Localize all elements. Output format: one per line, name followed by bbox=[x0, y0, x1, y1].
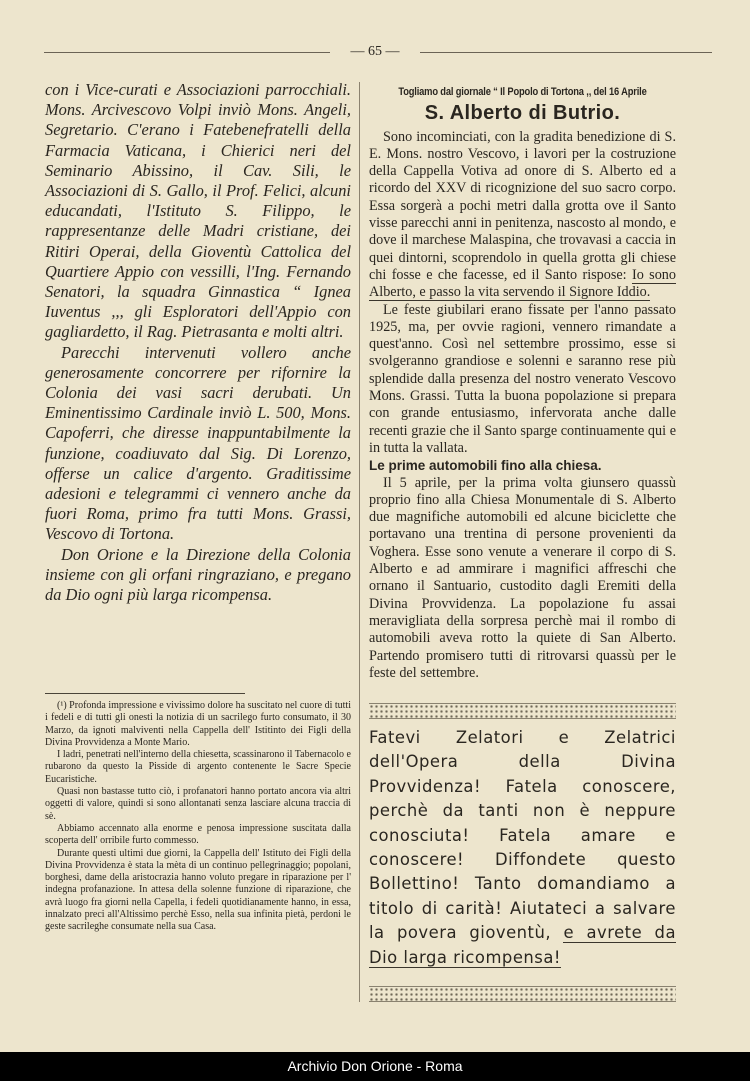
left-paragraph-3: Don Orione e la Direzione della Colonia insieme con gli orfani ringraziano, e pregano da Dio ogni più larga ricompensa. bbox=[45, 544, 351, 605]
footnote-rule bbox=[45, 693, 245, 694]
footnote-paragraph-2: I ladri, penetrati nell'interno della chiesetta, scassinarono il Tabernacolo e rubarono da questo la Pisside di argento contenente le Sacre Specie Eucaristiche. bbox=[45, 749, 351, 785]
footnote-paragraph-4: Abbiamo accennato alla enorme e penosa impressione suscitata dalla scoperta dell' orribile furto commesso. bbox=[45, 822, 351, 847]
left-paragraph-1: con i Vice-curati e Associazioni parrocchiali. Mons. Arcivescovo Volpi inviò Mons. Angeli, Segretario. C'erano i Fatebenefratelli della Farmacia Vaticana, i Chierici neri del Seminario Abissino, il Cav. Sili, le Associazioni di S. Gallo, il Prof. Felici, alcuni educandati, l'Istituto S. Filippo, le rappresentanze delle Madri cristiane, dei Ritiri Operai, della Gioventù Cattolica del Quartiere Appio con vessilli, l'Ing. Fernando Senatori, la squadra Ginnastica “ Ignea Iuventus ,,, gli Esploratori dell'Appio con gagliardetto, il Rag. Pietrasanta e molti altri. bbox=[45, 80, 351, 342]
footnote-paragraph-3: Quasi non bastasse tutto ciò, i profanatori hanno portato ancora via altri oggetti di valore, quindi si sono allontanati senza lasciare alcuna traccia di sè. bbox=[45, 786, 351, 822]
article-paragraph-2: Le feste giubilari erano fissate per l'anno passato 1925, ma, per ovvie ragioni, vennero rimandate a quest'anno. Così nel settembre prossimo, esse si svolgeranno grandiose e solenni e saranno rese più splendide dalla presenza del nostro venerato Vescovo Mons. Grassi. Tutta la buona popolazione si prepara con grande entusiasmo, infervorata anche dalle recenti grazie che il Santo sparge continuamente qui e in tutta la vallata. bbox=[369, 301, 676, 456]
article-paragraph-3: Il 5 aprile, per la prima volta giunsero quassù proprio fino alla Chiesa Monumentale di S. Alberto due magnifiche automobili ed alcune biciclette che portavano una trentina di persone provenienti da Voghera. Esse sono venute a venerare il corpo di S. Alberto e ad ammirare i magnifici affreschi che ornano il Santuario, custodito dagli Eremiti della Divina Provvidenza. La popolazione fu assai meravigliata della sorpresa perchè mai il rombo di automobili aveva rotto la quiete di San Alberto. Partendo promisero tutti di ritrovarsi quassù per le feste del settembre. bbox=[369, 474, 676, 681]
footnote bbox=[45, 700, 351, 934]
underlined-quote: Io sono Alberto, e passo la vita servendo il Signore Iddio. bbox=[369, 266, 676, 301]
article-subheading: Le prime automobili fino alla chiesa. bbox=[369, 458, 602, 474]
article-title: S. Alberto di Butrio. bbox=[424, 102, 621, 125]
article-paragraph-1: Sono incominciati, con la gradita benedizione di S. E. Mons. nostro Vescovo, i lavori per la costruzione della Cappella Votiva ad onore di S. Alberto ed a ricordo del XXV di ricognizione del suo sacro corpo. Essa sorgerà a pochi metri dalla grotta ove il Santo visse parecchi anni in penitenza, nascosto al mondo, e dove il marchese Malaspina, che trovavasi a caccia in quei dintorni, scoprendolo in quella grotta gli chiese chi fosse e che facesse, ed il Santo rispose: Io sono Alberto, e passo la vita servendo il Signore Iddio. bbox=[369, 128, 676, 301]
article-source: Togliamo dal giornale “ Il Popolo di Tortona ,, del 16 Aprile bbox=[398, 86, 647, 98]
page-number: — 65 — bbox=[350, 44, 400, 59]
left-paragraph-2: Parecchi intervenuti vollero anche generosamente concorrere per rifornire la Colonia dei vasi sacri derubati. Un Eminentissimo Cardinale inviò L. 500, Mons. Capoferri, che diresse inappuntabilmente la funzione, coadiuvato dal Sig. Di Lorenzo, offerse un calice d'argento. Graditissime adesioni e telegrammi ci vennero anche da fuori Roma, primo fra tutti Mons. Grassi, Vescovo di Tortona. bbox=[45, 342, 351, 544]
footnote-paragraph-1: (¹) Profonda impressione e vivissimo dolore ha suscitato nel cuore di tutti i fedeli e di tutti gli onesti la notizia di un sacrilego furto consumato, il 30 Marzo, da ignoti malviventi nella Cappella dell' Istitinto dei Figli della Divina Provvidenza a Monte Mario. bbox=[45, 700, 351, 748]
archive-watermark-bar: Archivio Don Orione - Roma bbox=[0, 1052, 750, 1081]
column-divider bbox=[359, 82, 360, 1002]
promo-underlined: e avrete da Dio larga ricompensa! bbox=[369, 923, 677, 967]
right-column bbox=[369, 84, 676, 682]
ornament-border-bottom bbox=[369, 986, 676, 1002]
footnote-paragraph-5: Durante questi ultimi due giorni, la Cappella dell' Istituto dei Figli della Divina Provvidenza è stata la mèta di un continuo pellegrinaggio; popolani, borghesi, dame della aristocrazia hanno voluto pregare in riparazione per l' indegna profanazione. In attesa della solenne funzione di riparazione, che avrà luogo fra giorni nella Capella, i fedeli quotidianamente hanno, in essa, innalzato preci all'Altissimo perchè Esso, nella sua infinita pietà, perdoni le geste sacrileghe consumate nella sua Casa. bbox=[45, 847, 351, 933]
ornament-border-top bbox=[369, 703, 676, 719]
left-column bbox=[45, 80, 351, 605]
promo-box: Fatevi Zelatori e Zelatrici dell'Opera della Divina Provvidenza! Fatela conoscere, perchè da tanti non è neppure conosciuta! Fatela amare e conoscere! Diffondete questo Bollettino! Tanto domandiamo a titolo di carità! Aiutateci a salvare la povera gioventù, e avrete da Dio larga ricompensa! bbox=[369, 728, 677, 967]
